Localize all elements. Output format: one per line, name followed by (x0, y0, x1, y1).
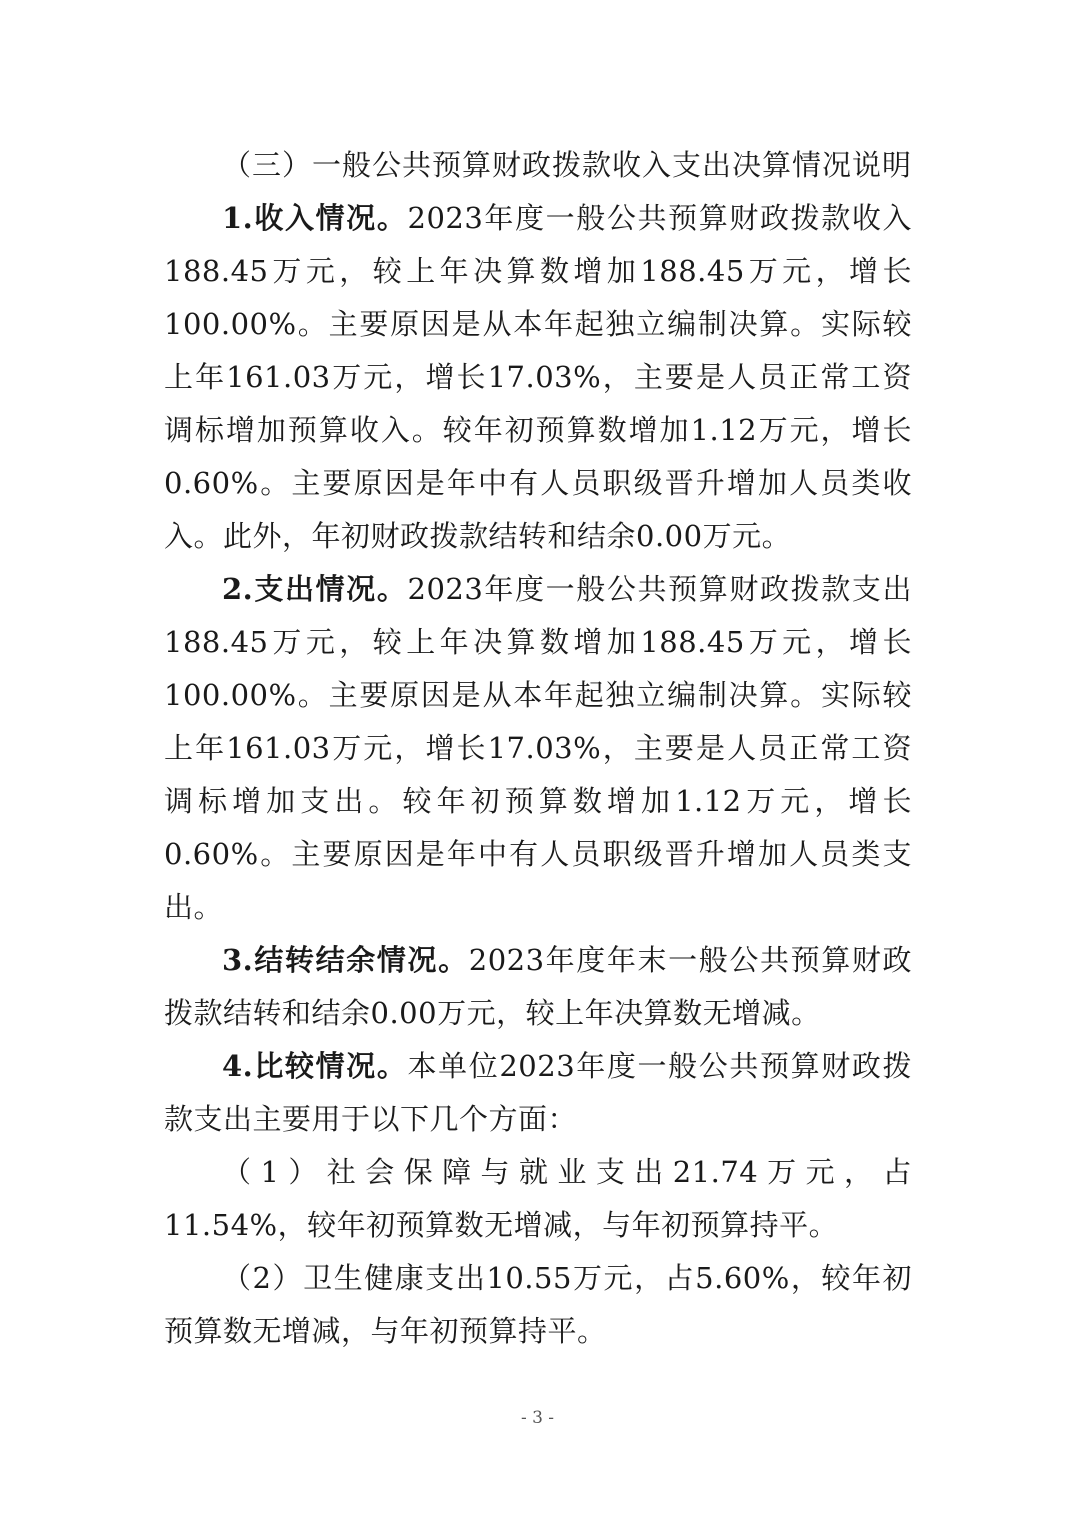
paragraph-comparison-lead: 4.比较情况。 (222, 1049, 408, 1083)
paragraph-expenditure (164, 563, 912, 934)
list-item-health: （2）卫生健康支出10.55万元，占5.60%，较年初预算数无增减，与年初预算持平。 (164, 1261, 912, 1348)
list-item-social-security: （1）社会保障与就业支出21.74万元，占11.54%，较年初预算数无增减，与年初预算持平。 (164, 1155, 912, 1242)
paragraph-income-body: 2023年度一般公共预算财政拨款收入188.45万元，较上年决算数增加188.45万元，增长100.00%。主要原因是从本年起独立编制决算。实际较上年161.03万元，增长17.03%，主要是人员正常工资调标增加预算收入。较年初预算数增加1.12万元，增长0.60%。主要原因是年中有人员职级晋升增加人员类收入。此外，年初财政拨款结转和结余0.00万元。 (164, 201, 912, 553)
paragraph-income-lead: 1.收入情况。 (222, 201, 408, 235)
paragraph-comparison (164, 1040, 912, 1146)
paragraph-carryover (164, 934, 912, 1040)
page-number: - 3 - (520, 1408, 555, 1428)
paragraph-carryover-body: 2023年度年末一般公共预算财政拨款结转和结余0.00万元，较上年决算数无增减。 (164, 943, 912, 1030)
paragraph-comparison-body: 本单位2023年度一般公共预算财政拨款支出主要用于以下几个方面： (164, 1049, 912, 1136)
section-title: （三）一般公共预算财政拨款收入支出决算情况说明 (222, 148, 913, 182)
paragraph-expenditure-body: 2023年度一般公共预算财政拨款支出188.45万元，较上年决算数增加188.45万元，增长100.00%。主要原因是从本年起独立编制决算。实际较上年161.03万元，增长17.03%，主要是人员正常工资调标增加支出。较年初预算数增加1.12万元，增长0.60%。主要原因是年中有人员职级晋升增加人员类支出。 (164, 572, 912, 924)
paragraph-income (164, 192, 912, 563)
document-body (164, 139, 912, 1358)
paragraph-expenditure-lead: 2.支出情况。 (222, 572, 408, 606)
paragraph-carryover-lead: 3.结转结余情况。 (222, 943, 469, 977)
